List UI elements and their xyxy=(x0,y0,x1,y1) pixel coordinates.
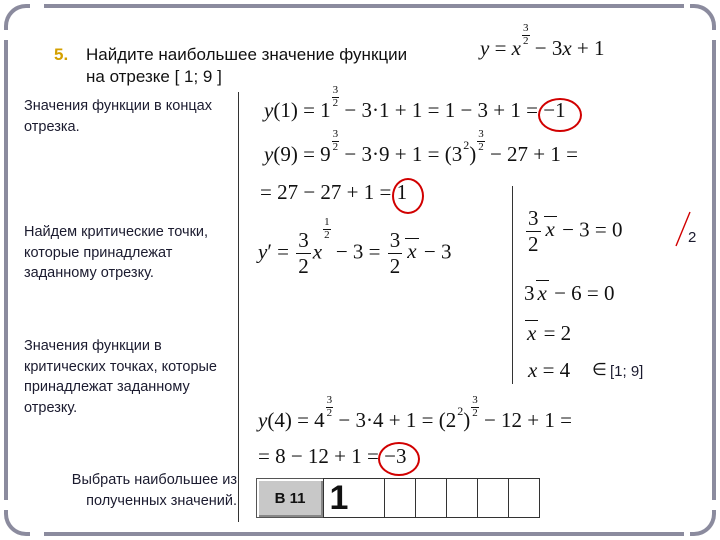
frame-top xyxy=(44,4,684,8)
frame-right xyxy=(712,40,716,500)
answer-cell-6[interactable] xyxy=(478,478,509,518)
task-line-1: Найдите наибольшее значение функции xyxy=(86,45,408,64)
answer-digit: 1 xyxy=(329,478,349,517)
step-choose-max: Выбрать наибольшее из полученных значений. xyxy=(71,472,237,509)
answer-cell-3[interactable] xyxy=(385,478,416,518)
task-number: 5. xyxy=(54,45,69,64)
calc-y4-result: = 8 − 12 + 1 = −3 xyxy=(258,444,407,468)
answer-label xyxy=(256,478,324,518)
calc-y4: y(4) = 4 $\frac{3}{2}$ − $3\cdot 4 + 1 = (2^2)$ $\frac{3}{2}$ − 12 + 1 = xyxy=(258,394,572,432)
frame-corner-bl xyxy=(4,510,30,536)
left-column-divider xyxy=(238,92,239,522)
frame-left xyxy=(4,40,8,500)
function-formula: y = x $\frac{3}{2}$ − 3x + 1 xyxy=(480,22,605,60)
equation-2: 3 x − 6 = 0 xyxy=(524,281,615,305)
highlight-1-endpoint xyxy=(392,178,424,214)
interval-annotation: [1; 9] xyxy=(610,363,644,380)
step-critical-points: Найдем критические точки, которые принадлежат заданному отрезку. xyxy=(24,224,209,281)
calc-y9-result: = 27 − 27 + 1 = 1 xyxy=(260,180,408,204)
answer-label-text: В 11 xyxy=(274,489,306,507)
highlight-minus-3 xyxy=(378,442,420,476)
answer-cell-5[interactable] xyxy=(447,478,478,518)
calc-derivative: y′ = $\frac{3}{2}$ x $\frac{1}{2}$ − 3 = $\frac{3}{2}$ x − 3 xyxy=(258,216,452,278)
equation-1: $\frac{3}{2}$ x − 3 = 0 xyxy=(528,206,623,256)
answer-cell-2[interactable] xyxy=(354,478,385,518)
frame-corner-tr xyxy=(690,4,716,30)
multiply-by-2-note: 2 xyxy=(688,229,697,246)
frame-bottom xyxy=(44,532,684,536)
task-line-2: на отрезке [ 1; 9 ] xyxy=(86,67,222,86)
step-endpoints: Значения функции в концах отрезка. xyxy=(24,98,212,135)
frame-corner-br xyxy=(690,510,716,536)
calc-y9: y(9) = 9 $\frac{3}{2}$ − $3\cdot 9 + 1 = (3^2)$ $\frac{3}{2}$ − 27 + 1 = xyxy=(264,128,578,166)
belongs-symbol: ∈ xyxy=(592,360,607,379)
derivative-divider xyxy=(512,186,513,384)
highlight-minus-1 xyxy=(538,98,582,132)
answer-cell-4[interactable] xyxy=(416,478,447,518)
answer-cell-1[interactable] xyxy=(323,478,355,518)
frame-corner-tl xyxy=(4,4,30,30)
calc-y1: y(1) = 1 $\frac{3}{2}$ − 3·1 + 1 = 1 − 3 + 1 = −1 xyxy=(264,84,566,122)
equation-root: x = 4 xyxy=(528,358,571,382)
answer-cell-7[interactable] xyxy=(509,478,540,518)
step-critical-values: Значения функции в критических точках, которые принадлежат заданному отрезку. xyxy=(24,338,217,416)
equation-3: x = 2 xyxy=(527,321,572,345)
